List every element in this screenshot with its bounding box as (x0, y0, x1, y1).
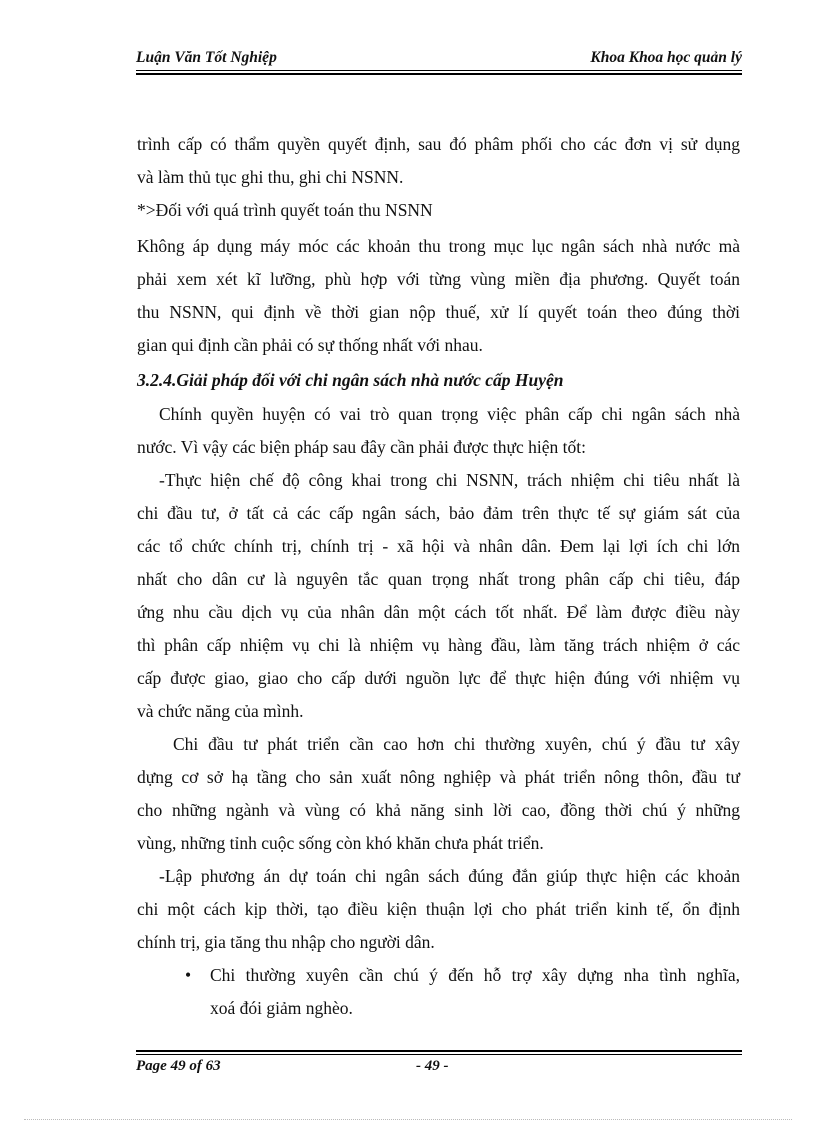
paragraph-line: phải xem xét kĩ lưỡng, phù hợp với từng vùng miền địa phương. Quyết toán (137, 269, 740, 289)
footer-rule-thin (136, 1054, 742, 1055)
paragraph-line: ứng nhu cầu dịch vụ của nhân dân một cách tốt nhất. Để làm được điều này (137, 602, 740, 622)
page-header (136, 46, 742, 70)
paragraph-line: -Thực hiện chế độ công khai trong chi NSNN, trách nhiệm chi tiêu nhất là (159, 470, 740, 490)
paragraph-line: nước. Vì vậy các biện pháp sau đây cần phải được thực hiện tốt: (137, 437, 587, 457)
section-heading: 3.2.4.Giải pháp đối với chi ngân sách nhà nước cấp Huyện (137, 370, 564, 390)
paragraph-line: gian qui định cần phải có sự thống nhất với nhau. (137, 335, 483, 355)
page-footer (136, 1056, 742, 1078)
header-thesis-title: Luận Văn Tốt Nghiệp (136, 49, 277, 66)
paragraph-line: chính trị, gia tăng thu nhập cho người dân. (137, 932, 435, 952)
paragraph-line: Chính quyền huyện có vai trò quan trọng việc phân cấp chi ngân sách nhà (159, 404, 740, 424)
paragraph-line: cho những ngành và vùng có khả năng sinh lời cao, đồng thời chú ý những (137, 800, 740, 820)
paragraph-line: -Lập phương án dự toán chi ngân sách đúng đắn giúp thực hiện các khoản (159, 866, 740, 886)
paragraph-line: thì phân cấp nhiệm vụ chi là nhiệm vụ hàng đầu, làm tăng trách nhiệm ở các (137, 635, 740, 655)
paragraph-line: và làm thủ tục ghi thu, ghi chi NSNN. (137, 167, 404, 187)
bullet-line: Chi thường xuyên cần chú ý đến hỗ trợ xây dựng nha tình nghĩa, (210, 965, 740, 985)
bullet-line: xoá đói giảm nghèo. (210, 998, 353, 1018)
paragraph-line: nhất cho dân cư là nguyên tắc quan trọng nhất trong phân cấp chi tiêu, đáp (137, 569, 740, 589)
paragraph-line: và chức năng của mình. (137, 701, 304, 721)
footer-rule-thick (136, 1050, 742, 1052)
paragraph-line: các tổ chức chính trị, chính trị - xã hội và nhân dân. Đem lại lợi ích chi lớn (137, 536, 740, 556)
document-body (137, 128, 740, 1025)
paragraph-line: Chi đầu tư phát triển cần cao hơn chi thường xuyên, chú ý đầu tư xây (173, 734, 740, 754)
paragraph-line: chi một cách kịp thời, tạo điều kiện thuận lợi cho phát triển kinh tế, ổn định (137, 899, 740, 919)
header-rule-thick (136, 70, 742, 71)
footer-page-number: - 49 - (416, 1058, 449, 1074)
bullet-item (137, 959, 740, 992)
page-edge-divider (24, 1119, 792, 1120)
paragraph-line: thu NSNN, qui định về thời gian nộp thuế, xử lí quyết toán theo đúng thời (137, 302, 740, 322)
header-rule-thin (136, 73, 742, 75)
paragraph-line: trình cấp có thẩm quyền quyết định, sau đó phâm phối cho các đơn vị sử dụng (137, 134, 740, 154)
header-faculty: Khoa Khoa học quản lý (590, 49, 742, 66)
paragraph-line: *>Đối với quá trình quyết toán thu NSNN (137, 200, 433, 220)
paragraph-line: cấp được giao, giao cho cấp dưới nguồn lực để thực hiện đúng với nhiệm vụ (137, 668, 740, 688)
bullet-icon: • (185, 965, 192, 985)
paragraph-line: dựng cơ sở hạ tầng cho sản xuất nông nghiệp và phát triển nông thôn, đầu tư (137, 767, 740, 787)
footer-page-label: Page 49 of 63 (136, 1058, 221, 1074)
paragraph-line: vùng, những tỉnh cuộc sống còn khó khăn chưa phát triển. (137, 833, 544, 853)
paragraph-line: Không áp dụng máy móc các khoản thu trong mục lục ngân sách nhà nước mà (137, 236, 740, 256)
paragraph-line: chi đầu tư, ở tất cả các cấp ngân sách, bảo đảm trên thực tế sự giám sát của (137, 503, 740, 523)
